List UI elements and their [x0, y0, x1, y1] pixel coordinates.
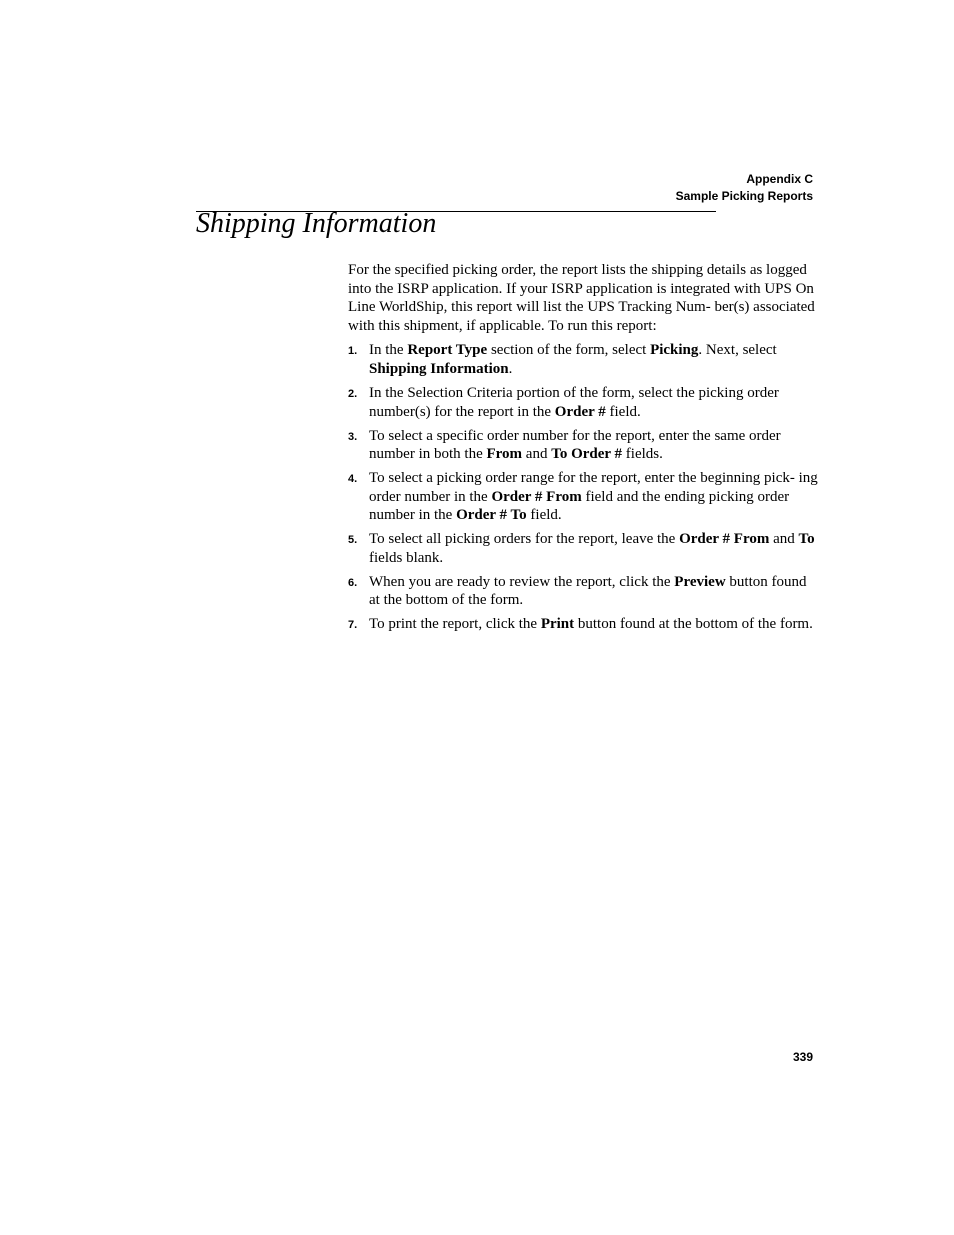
- step-text: .: [508, 360, 513, 377]
- step-text: field.: [605, 403, 641, 420]
- step-item: [348, 573, 818, 610]
- step-text: and: [522, 446, 552, 463]
- ui-term: From: [486, 446, 523, 463]
- step-item: [348, 530, 818, 567]
- step-number: 5.: [348, 534, 358, 547]
- step-item: [348, 427, 818, 464]
- ui-term: Print: [540, 616, 575, 633]
- ui-term: Order # To: [456, 507, 527, 524]
- step-text: To select a specific order number for the report, enter the same order number in both the: [369, 427, 781, 463]
- step-text: section of the form, select: [487, 342, 651, 359]
- header-section: Sample Picking Reports: [675, 189, 813, 203]
- step-text: In the: [369, 342, 408, 359]
- step-item: [348, 341, 818, 378]
- step-text: fields.: [622, 446, 663, 463]
- step-text: To select a picking order range for the report, enter the beginning pick- ing order number in the: [369, 470, 818, 505]
- ui-term: Shipping Information: [369, 360, 509, 377]
- step-text: fields blank.: [369, 549, 444, 566]
- steps-list: [348, 341, 818, 634]
- step-text: When you are ready to review the report, click the: [369, 573, 675, 590]
- step-text: field and the ending picking order number in the: [369, 488, 790, 524]
- intro-paragraph: For the specified picking order, the report lists the shipping details as logged into the ISRP application. If your ISRP application is integrated with UPS On Line WorldShip, this report will list the UPS Tracking Num- ber(s) associated with this shipment, if applicable. To run this report:: [348, 262, 815, 334]
- step-text: In the Selection Criteria portion of the form, select the picking order number(s) for the report in the: [369, 384, 779, 420]
- header-chapter: Appendix C: [746, 172, 813, 186]
- step-text: field.: [526, 507, 562, 524]
- step-number: 2.: [348, 387, 358, 400]
- step-number: 1.: [348, 345, 358, 358]
- ui-term: Order #: [554, 403, 606, 420]
- ui-term: To Order #: [551, 446, 623, 463]
- ui-term: Picking: [650, 342, 699, 359]
- ui-term: To: [798, 531, 815, 548]
- step-item: [348, 615, 818, 634]
- ui-term: Report Type: [407, 342, 488, 359]
- ui-term: Order # From: [491, 488, 582, 505]
- step-text: To print the report, click the: [369, 616, 541, 633]
- body-text: [348, 261, 818, 639]
- step-number: 7.: [348, 619, 358, 632]
- step-text: button found at the bottom of the form.: [574, 616, 813, 633]
- step-text: and: [769, 531, 799, 548]
- step-text: button found at the bottom of the form.: [369, 573, 807, 609]
- page-number: 339: [792, 1050, 813, 1064]
- step-number: 6.: [348, 576, 358, 589]
- running-header: [676, 171, 813, 205]
- ui-term: Preview: [674, 573, 726, 590]
- step-number: 3.: [348, 430, 358, 443]
- ui-term: Order # From: [679, 531, 770, 548]
- section-title: Shipping Information: [196, 208, 437, 239]
- step-text: . Next, select: [698, 342, 777, 359]
- step-text: To select all picking orders for the report, leave the: [369, 531, 680, 548]
- step-item: [348, 469, 818, 525]
- step-item: [348, 384, 818, 421]
- step-number: 4.: [348, 473, 358, 486]
